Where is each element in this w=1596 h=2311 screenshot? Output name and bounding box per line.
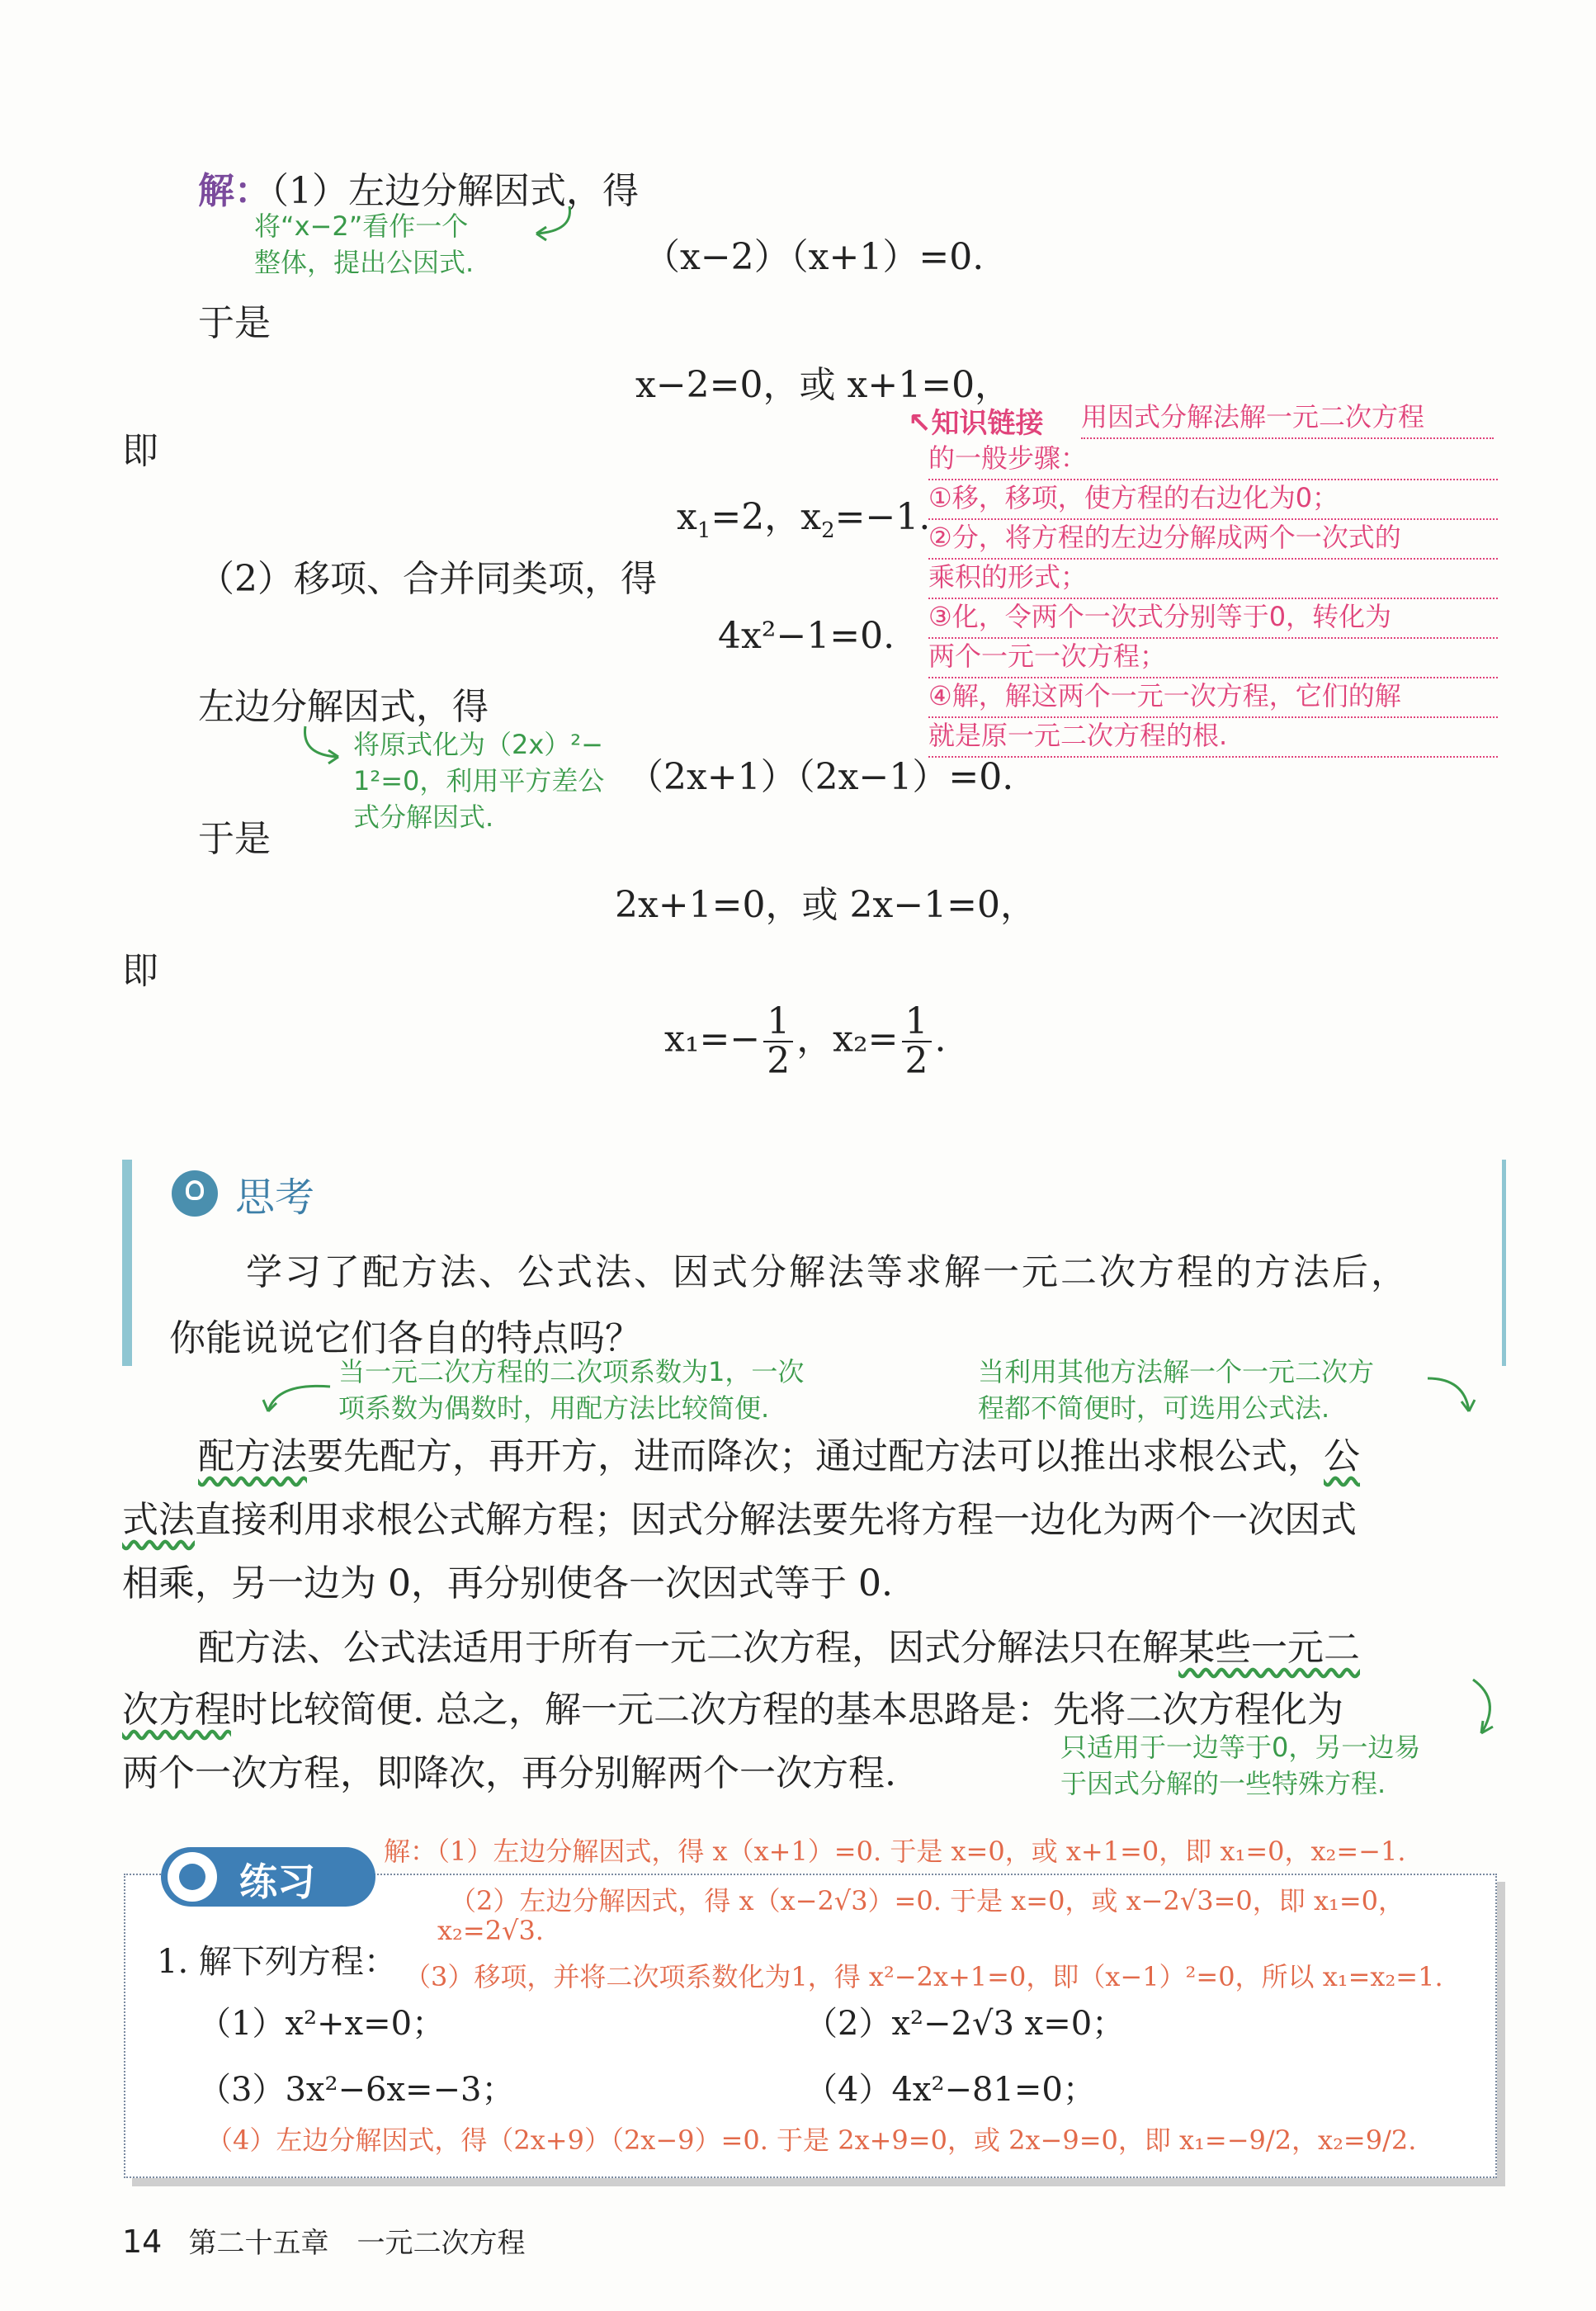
para2-line3: 两个一次方程，即降次，再分别解两个一次方程. [122,1752,896,1794]
knowledge-line-9: 就是原一元二次方程的根. [928,715,1498,758]
knowledge-line-4: ②分，将方程的左边分解成两个一次式的 [928,517,1498,560]
equation-6: 2x+1=0，或 2x−1=0， [615,884,1037,926]
think-question-line2: 你能说说它们各自的特点吗？ [169,1317,641,1359]
knowledge-link-title: ↖知识链接 [908,407,1044,440]
equation-1: （x−2）（x+1）=0. [644,236,985,278]
curved-arrow-icon [252,1378,334,1420]
knowledge-line-3: ①移，移项，使方程的右边化为0； [928,477,1498,520]
para1-line1: 配方法要先配方，再开方，进而降次；通过配方法可以推出求根公式，公 [198,1435,1360,1477]
knowledge-line-5: 乘积的形式； [928,556,1498,599]
part2-intro: （2）移项、合并同类项，得 [198,558,657,600]
note2-line1: 将原式化为（2x）²− [353,729,603,760]
link-icon: ↖ [908,407,932,440]
note1-line1: 将“x−2”看作一个 [254,210,469,242]
practice-q3: （3）3x²−6x=−3； [198,2071,515,2109]
knowledge-line-7: 两个一元一次方程； [928,636,1498,678]
practice-answer-3: （3）移项，并将二次项系数化为1，得 x²−2x+1=0，即（x−1）²=0，所以 x₁=x₂=1. [404,1961,1443,1992]
practice-answer-4: （4）左边分解因式，得（2x+9）（2x−9）=0. 于是 2x+9=0，或 2x−9=0，即 x₁=−9/2，x₂=9/2. [206,2124,1417,2156]
practice-q4: （4）4x²−81=0； [805,2071,1096,2109]
page-footer [122,2220,525,2261]
note1-line2: 整体，提出公因式. [254,247,475,278]
think-question-line1: 学习了配方法、公式法、因式分解法等求解一元二次方程的方法后， [246,1251,1409,1293]
practice-label: 练习 [239,1860,315,1904]
note2-line3: 式分解因式. [353,801,494,833]
equation-3: $x_1=2$，$x_2=-1$. [677,496,931,543]
lightbulb-icon [172,1170,218,1217]
practice-q1: （1）x²+x=0； [198,2005,446,2043]
think-title: 思考 [235,1174,315,1221]
fraction-half: $\frac{1}{2}$ [902,1003,932,1080]
note2-line2: 1²=0，利用平方差公 [353,765,605,796]
solution-label: 解： [198,170,271,212]
practice-question: 1. 解下列方程： [157,1943,397,1981]
then-text-2: 于是 [198,818,271,860]
chapter-title: 第二十五章 一元二次方程 [188,2227,526,2260]
equation-4: 4x²−1=0. [718,615,895,657]
practice-answer-1: 解：（1）左边分解因式，得 x（x+1）=0. 于是 x=0，或 x+1=0，即 x₁=0，x₂=−1. [384,1836,1406,1867]
ji-text-1: 即 [122,430,158,472]
factor-text-2: 左边分解因式，得 [198,686,489,728]
knowledge-line-8: ④解，解这两个一元一次方程，它们的解 [928,675,1498,718]
equation-2: x−2=0，或 x+1=0， [635,364,1012,406]
note-factorization: 只适用于一边等于0，另一边易 于因式分解的一些特殊方程. [1060,1732,1421,1799]
curved-arrow-icon [297,722,347,772]
practice-q2: （2）x²−2√3 x=0； [805,2005,1126,2043]
equation-7: x₁=− $\frac{1}{2}$ ，x₂= $\frac{1}{2}$ . [664,1000,947,1082]
note-formula: 当利用其他方法解一个一元二次方 程都不简便时，可选用公式法. [978,1356,1375,1424]
ji-text-2: 即 [122,950,158,992]
note-difference-squares [353,726,604,835]
practice-answer-2-line1: （2）左边分解因式，得 x（x−2√3）=0. 于是 x=0，或 x−2√3=0，即 x₁=0， [450,1885,1405,1916]
equation-5: （2x+1）（2x−1）=0. [627,756,1014,798]
knowledge-line-6: ③化，令两个一次式分别等于0，转化为 [928,596,1498,639]
note-complete-square: 当一元二次方程的二次项系数为1，一次 项系数为偶数时，用配方法比较简便. [338,1356,805,1424]
curved-arrow-icon [1465,1675,1506,1742]
part1-intro: （1）左边分解因式，得 [271,170,639,212]
curved-arrow-icon [528,202,578,243]
knowledge-line-2: 的一般步骤： [928,437,1498,480]
fraction-half: $\frac{1}{2}$ [763,1003,793,1080]
knowledge-line-1: 用因式分解法解一元二次方程 [1081,396,1494,439]
para1-line2: 式法直接利用求根公式解方程；因式分解法要先将方程一边化为两个一次因式 [122,1499,1357,1541]
practice-answer-2-line2: x₂=2√3. [437,1915,544,1946]
pencil-icon [168,1852,217,1902]
page-number: 14 [122,2224,163,2260]
then-text-1: 于是 [198,302,271,344]
note-factor-whole [254,208,474,281]
para1-line3: 相乘，另一边为 0，再分别使各一次因式等于 0. [122,1562,893,1604]
para2-line1: 配方法、公式法适用于所有一元二次方程，因式分解法只在解某些一元二 [198,1627,1360,1669]
para2-line2: 次方程时比较简便. 总之，解一元二次方程的基本思路是：先将二次方程化为 [122,1689,1343,1731]
curved-arrow-icon [1424,1370,1481,1420]
